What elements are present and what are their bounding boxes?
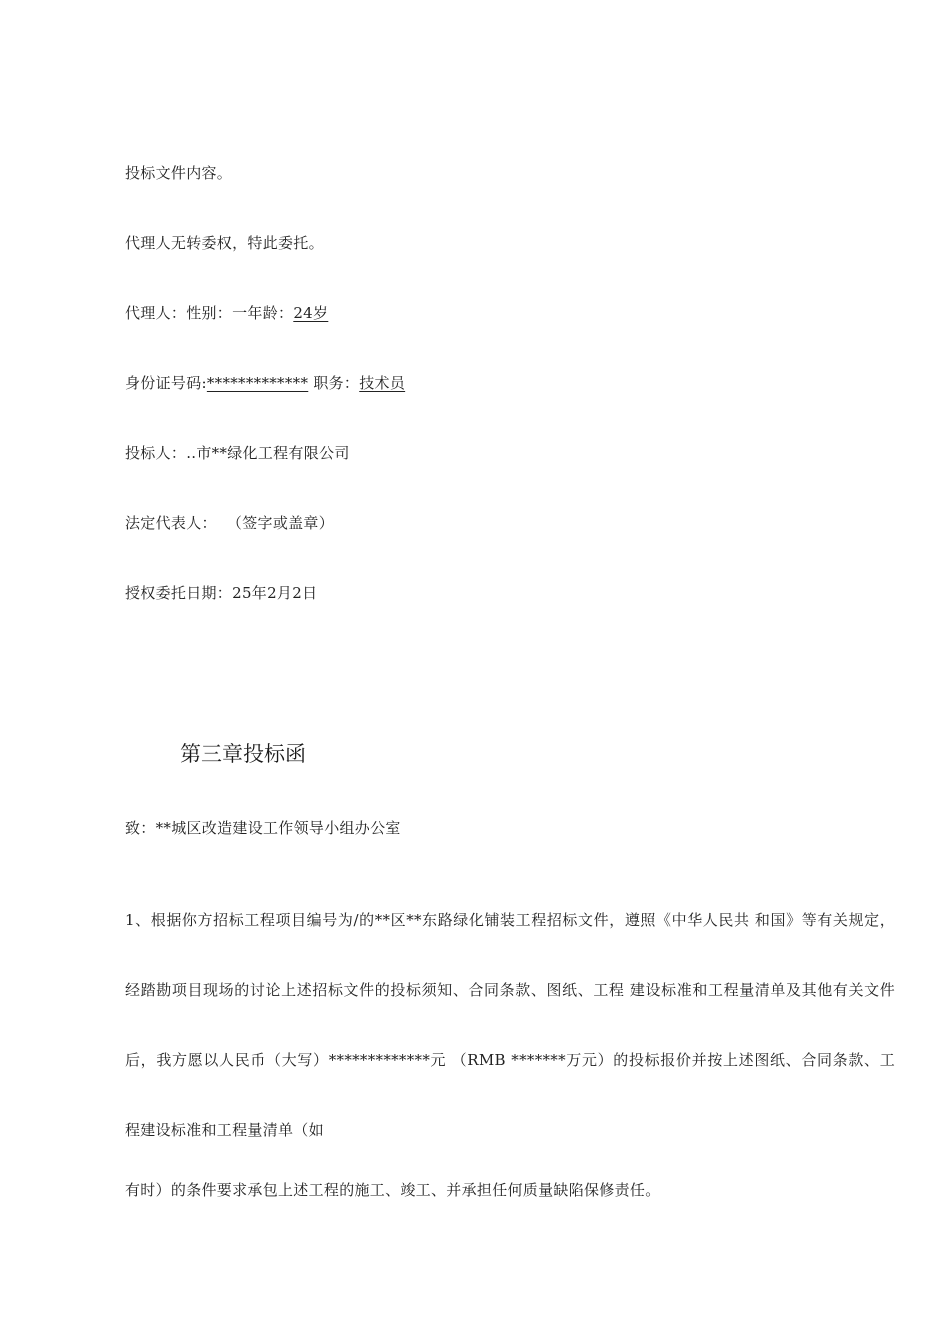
bid-letter-paragraph: 1、根据你方招标工程项目编号为/的**区**东路绿化铺装工程招标文件，遵照《中华人民共 和国》等有关规定，经踏勘项目现场的讨论上述招标文件的投标须知、合同条款、图纸、工程 建设标准和工程量清单及其他有关文件后，我方愿以人民币（大写）*************元 （RMB *******万元）的投标报价并按上述图纸、合同条款、工程建设标准和工程量清单（如 [125,911,895,1139]
job-title-value: 技术员 [359,374,406,392]
chapter-title: 第三章投标函 [180,742,306,766]
agent-age-value: 24岁 [293,304,329,322]
agent-info-line [125,303,328,323]
authorization-date-line: 授权委托日期：25年2月2日 [125,584,318,602]
legal-rep-line: 法定代表人： （签字或盖章） [125,514,335,532]
bidder-line: 投标人：..市**绿化工程有限公司 [125,444,350,462]
id-number-value: ************* [206,374,309,392]
text-bid-content: 投标文件内容。 [125,164,233,182]
agent-info-label: 代理人：性别：一年龄： [125,304,294,322]
id-title-line [125,373,405,393]
addressee-line: 致：**城区改造建设工作领导小组办公室 [125,819,401,837]
text-no-subdelegation: 代理人无转委权，特此委托。 [125,234,324,252]
bid-letter-last-line: 有时）的条件要求承包上述工程的施工、竣工、并承担任何质量缺陷保修责任。 [125,1181,661,1199]
id-number-label: 身份证号码: [125,374,207,392]
job-title-label: 职务： [308,374,360,392]
